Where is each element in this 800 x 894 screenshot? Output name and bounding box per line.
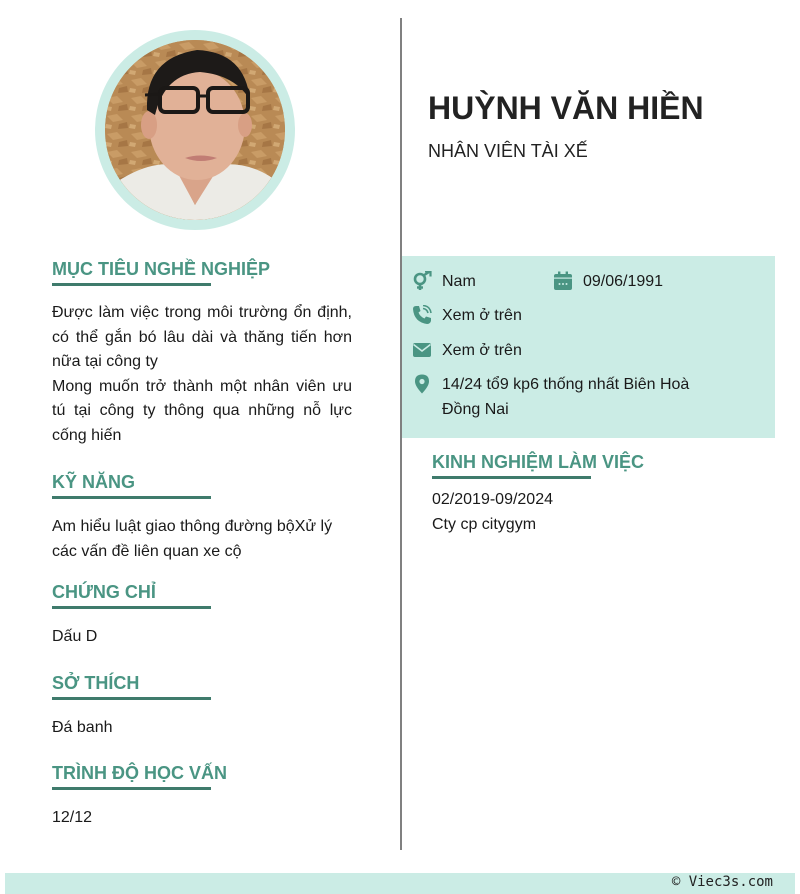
skills-underline: [52, 496, 211, 499]
gender-value: Nam: [442, 273, 476, 290]
skills-text: Am hiểu luật giao thông đường bộXử lý các vấn đề liên quan xe cộ: [52, 518, 333, 560]
skills-heading: KỸ NĂNG: [52, 472, 136, 492]
education-underline: [52, 787, 211, 790]
address-line-1: 14/24 tổ9 kp6 thống nhất Biên Hoà: [442, 376, 690, 393]
hobbies-heading: SỞ THÍCH: [52, 673, 140, 693]
education-heading: TRÌNH ĐỘ HỌC VẤN: [52, 763, 227, 783]
experience-heading: KINH NGHIỆM LÀM VIỆC: [432, 452, 645, 472]
phone-value[interactable]: Xem ở trên: [442, 307, 522, 324]
birthday-value: 09/06/1991: [583, 273, 664, 290]
contact-panel: [402, 256, 775, 438]
certificates-text: Dấu D: [52, 628, 98, 645]
envelope-icon: [412, 340, 432, 360]
experience-underline: [432, 476, 591, 479]
gender-icon: [412, 271, 432, 291]
address-line-2: Đồng Nai: [442, 401, 509, 418]
footer-copyright[interactable]: © Viec3s.com: [671, 874, 773, 890]
certificates-underline: [52, 606, 211, 609]
experience-period: 02/2019-09/2024: [432, 491, 553, 508]
avatar-photo: [105, 40, 285, 220]
objective-text: [52, 301, 352, 448]
certificates-heading: CHỨNG CHỈ: [52, 582, 156, 602]
objective-underline: [52, 283, 211, 286]
calendar-icon: [553, 271, 573, 291]
footer-bar: [5, 873, 795, 894]
objective-heading: MỤC TIÊU NGHỀ NGHIỆP: [52, 259, 271, 279]
hobbies-underline: [52, 697, 211, 700]
objective-line-1: Được làm việc trong môi trường ổn định, có thể gắn bó lâu dài và thăng tiến hơn nữa tại công ty: [52, 304, 352, 370]
education-text: 12/12: [52, 809, 93, 826]
objective-line-2: Mong muốn trở thành một nhân viên ưu tú tại công ty thông qua những nỗ lực cống hiến: [52, 377, 352, 444]
avatar: [105, 40, 285, 220]
full-name: HUỲNH VĂN HIỀN: [428, 90, 704, 126]
map-pin-icon: [412, 374, 432, 394]
phone-icon: [412, 305, 432, 325]
experience-company: Cty cp citygym: [432, 516, 537, 533]
hobbies-text: Đá banh: [52, 719, 113, 736]
job-title: NHÂN VIÊN TÀI XẾ: [428, 141, 588, 161]
email-value[interactable]: Xem ở trên: [442, 342, 522, 359]
